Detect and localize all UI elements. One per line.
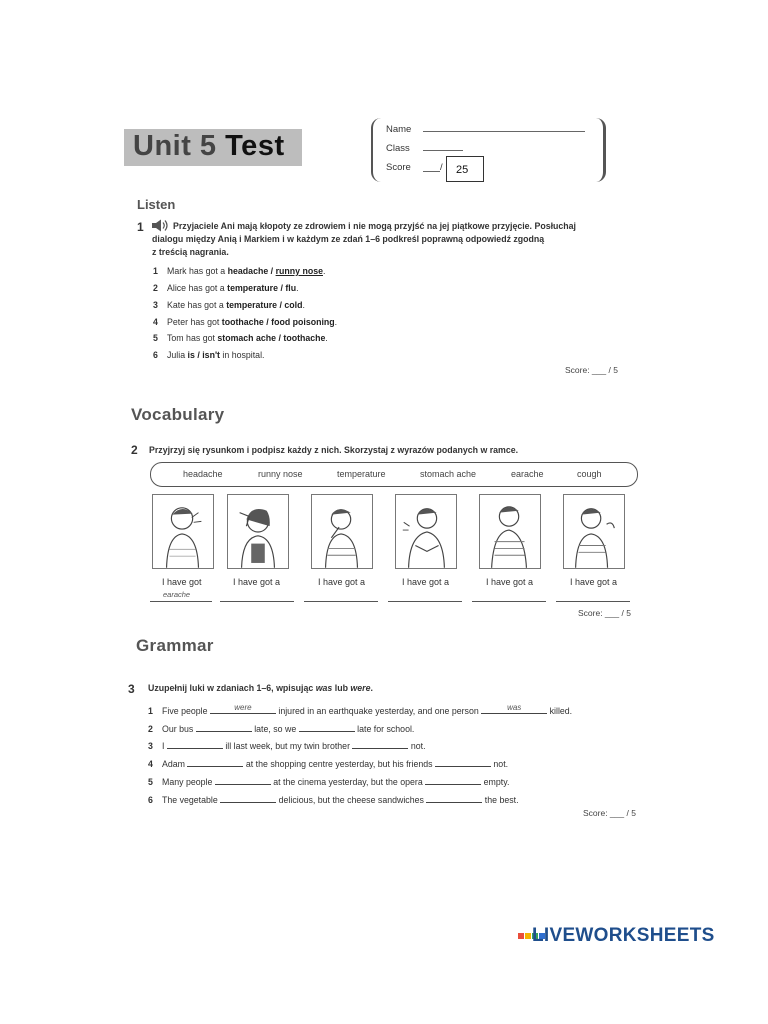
speaker-icon[interactable] [151, 219, 171, 232]
listen-heading: Listen [137, 197, 176, 212]
gap-input[interactable] [299, 722, 355, 732]
option-a[interactable]: temperature [226, 300, 278, 310]
caption-3: I have got a [318, 577, 366, 587]
gap-input[interactable] [167, 739, 223, 749]
listen-score: Score: ___ / 5 [565, 365, 618, 375]
listen-instruction-line-2: dialogu między Anią i Markiem i w każdym ze zdań 1–6 podkreśl poprawną odpowiedź zgodną [152, 234, 545, 244]
vocabulary-score: Score: ___ / 5 [578, 608, 631, 618]
listen-item: 6 Julia is / isn't in hospital. [153, 350, 265, 360]
grammar-heading: Grammar [136, 636, 214, 655]
word-headache: headache [183, 469, 223, 479]
exercise-2-number: 2 [131, 443, 138, 457]
listen-instruction-line-3: z treścią nagrania. [152, 247, 229, 257]
word-box [150, 462, 638, 487]
grammar-item: 2 Our bus late, so we late for school. [148, 724, 415, 734]
option-b[interactable]: food poisoning [271, 317, 335, 327]
gap-input[interactable] [426, 793, 482, 803]
option-a[interactable]: headache [227, 266, 269, 276]
score-total-box: 25 [446, 156, 484, 182]
listen-item: 5 Tom has got stomach ache / toothache. [153, 333, 328, 343]
gap-input[interactable] [196, 722, 252, 732]
title-unit: Unit 5 [133, 130, 217, 162]
option-b[interactable]: isn't [202, 350, 220, 360]
listen-instruction-line-1: Przyjaciele Ani mają kłopoty ze zdrowiem i nie mogą przyjść na jej piątkowe przyjęcie. Posłuchaj [173, 221, 577, 231]
option-a[interactable]: is [187, 350, 195, 360]
gap-input[interactable] [220, 793, 276, 803]
gap-input[interactable] [215, 775, 271, 785]
logo-text: LIVEWORKSHEETS [532, 925, 715, 946]
exercise-1-number: 1 [137, 220, 144, 234]
picture-stomach-ache [395, 494, 457, 569]
score-slash: / [440, 162, 443, 173]
option-a[interactable]: toothache [221, 317, 264, 327]
caption-2: I have got a [233, 577, 281, 587]
picture-temperature [311, 494, 373, 569]
gap-input[interactable] [352, 739, 408, 749]
word-earache: earache [511, 469, 544, 479]
answer-field-3[interactable] [304, 601, 378, 602]
logo-icon [518, 933, 532, 940]
class-label: Class [386, 143, 410, 154]
caption-6: I have got a [570, 577, 618, 587]
option-b[interactable]: cold [284, 300, 303, 310]
picture-headache [227, 494, 289, 569]
answer-field-1[interactable] [150, 601, 212, 602]
gap-input[interactable] [425, 775, 481, 785]
option-b[interactable]: toothache [283, 333, 326, 343]
caption-1: I have got [162, 577, 202, 587]
word-stomach-ache: stomach ache [420, 469, 477, 479]
vocabulary-instruction: Przyjrzyj się rysunkom i podpisz każdy z nich. Skorzystaj z wyrazów podanych w ramce. [149, 445, 519, 455]
picture-runny-nose [563, 494, 625, 569]
name-field[interactable] [423, 131, 585, 132]
listen-item: 1 Mark has got a headache / runny nose. [153, 266, 326, 276]
word-cough: cough [577, 469, 602, 479]
answer-1: earache [163, 590, 191, 599]
grammar-item: 3 I ill last week, but my twin brother not. [148, 741, 426, 751]
option-b[interactable]: runny nose [275, 266, 323, 276]
vocabulary-heading: Vocabulary [131, 405, 225, 424]
grammar-instruction: Uzupełnij luki w zdaniach 1–6, wpisując was lub were. [148, 683, 373, 693]
listen-item: 2 Alice has got a temperature / flu. [153, 283, 299, 293]
picture-earache [152, 494, 214, 569]
score-field[interactable] [423, 171, 440, 172]
listen-item: 3 Kate has got a temperature / cold. [153, 300, 305, 310]
gap-input[interactable] [435, 757, 491, 767]
option-b[interactable]: flu [285, 283, 297, 293]
page-title [133, 130, 285, 163]
title-test: Test [225, 130, 285, 162]
option-a[interactable]: stomach ache [217, 333, 277, 343]
answer-field-6[interactable] [556, 601, 630, 602]
answer-field-5[interactable] [472, 601, 546, 602]
grammar-item: 1 Five people were injured in an earthquake yesterday, and one person was killed. [148, 703, 573, 716]
grammar-score: Score: ___ / 5 [583, 808, 636, 818]
grammar-item: 5 Many people at the cinema yesterday, but the opera empty. [148, 777, 510, 787]
caption-5: I have got a [486, 577, 534, 587]
grammar-item: 6 The vegetable delicious, but the cheese sandwiches the best. [148, 795, 519, 805]
score-label: Score [386, 162, 411, 173]
word-runny-nose: runny nose [258, 469, 303, 479]
answer-field-2[interactable] [220, 601, 294, 602]
class-field[interactable] [423, 150, 463, 151]
exercise-3-number: 3 [128, 682, 135, 696]
answer-field-4[interactable] [388, 601, 462, 602]
picture-cough [479, 494, 541, 569]
option-a[interactable]: temperature [227, 283, 279, 293]
grammar-item: 4 Adam at the shopping centre yesterday, but his friends not. [148, 759, 509, 769]
gap-input[interactable]: were [210, 704, 276, 714]
gap-input[interactable] [187, 757, 243, 767]
name-label: Name [386, 124, 412, 135]
listen-item: 4 Peter has got toothache / food poisoning. [153, 317, 338, 327]
word-temperature: temperature [337, 469, 386, 479]
caption-4: I have got a [402, 577, 450, 587]
liveworksheets-logo [518, 925, 715, 947]
gap-input[interactable]: was [481, 704, 547, 714]
